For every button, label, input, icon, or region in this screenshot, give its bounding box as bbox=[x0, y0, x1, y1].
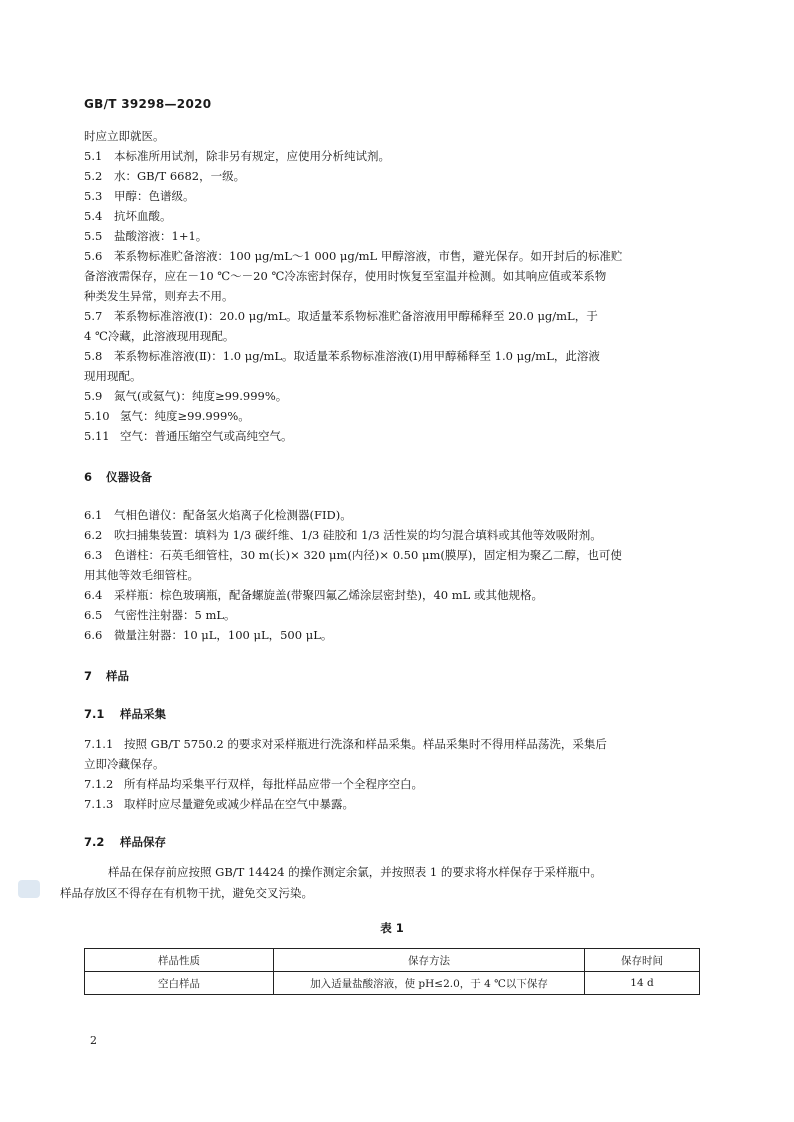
item-line bbox=[84, 774, 700, 794]
item-text: 苯系物标准贮备溶液：100 μg/mL～1 000 μg/mL 甲醇溶液，市售，避光保存。如开封后的标准贮 bbox=[114, 249, 623, 263]
watermark-logo bbox=[18, 880, 40, 898]
item-number: 5.3 bbox=[84, 189, 103, 203]
table-cell: 加入适量盐酸溶液，使 pH≤2.0，于 4 ℃以下保存 bbox=[274, 972, 585, 995]
list-item bbox=[84, 346, 700, 386]
item-line bbox=[84, 505, 700, 525]
standard-code-header: GB/T 39298—2020 bbox=[84, 97, 212, 111]
intro-line: 时应立即就医。 bbox=[84, 129, 165, 143]
item-text: 按照 GB/T 5750.2 的要求对采样瓶进行洗涤和样品采集。样品采集时不得用样品荡洗，采集后 bbox=[124, 737, 607, 751]
list-item bbox=[84, 206, 700, 226]
item-line bbox=[84, 306, 700, 326]
item-line bbox=[84, 585, 700, 605]
list-item bbox=[84, 386, 700, 406]
page-number: 2 bbox=[90, 1034, 97, 1047]
list-item bbox=[84, 734, 700, 774]
table-row bbox=[85, 972, 700, 995]
item-line bbox=[84, 525, 700, 545]
page-content bbox=[60, 126, 700, 995]
item-line bbox=[84, 426, 700, 446]
list-item bbox=[84, 585, 700, 605]
item-text: 取样时应尽量避免或减少样品在空气中暴露。 bbox=[124, 797, 354, 811]
list-item bbox=[84, 525, 700, 545]
item-line bbox=[84, 386, 700, 406]
item-number: 5.2 bbox=[84, 169, 103, 183]
item-line bbox=[84, 406, 700, 426]
list-item bbox=[84, 545, 700, 585]
item-number: 7.1.3 bbox=[84, 797, 114, 811]
section-7-1-list bbox=[84, 734, 700, 814]
item-number: 7.1.1 bbox=[84, 737, 114, 751]
item-line bbox=[84, 565, 700, 585]
item-number: 5.7 bbox=[84, 309, 103, 323]
item-number: 6.3 bbox=[84, 548, 103, 562]
item-line bbox=[84, 146, 700, 166]
item-text: 本标准所用试剂，除非另有规定，应使用分析纯试剂。 bbox=[114, 149, 390, 163]
table-cell: 14 d bbox=[585, 972, 700, 995]
item-text: 所有样品均采集平行双样，每批样品应带一个全程序空白。 bbox=[124, 777, 423, 791]
item-line bbox=[84, 734, 700, 754]
item-text: 氮气(或氦气)：纯度≥99.999%。 bbox=[114, 389, 288, 403]
item-number: 7.1.2 bbox=[84, 777, 114, 791]
section-7-heading: 7 样品 bbox=[84, 669, 129, 683]
item-text: 吹扫捕集装置：填料为 1/3 碳纤维、1/3 硅胶和 1/3 活性炭的均匀混合填料或其他等效吸附剂。 bbox=[114, 528, 602, 542]
section-7-2-paragraph: 样品在保存前应按照 GB/T 14424 的操作测定余氯，并按照表 1 的要求将水样保存于采样瓶中。 样品存放区不得存在有机物干扰，避免交叉污染。 bbox=[60, 865, 602, 900]
list-item bbox=[84, 774, 700, 794]
list-item bbox=[84, 625, 700, 645]
item-text: 种类发生异常，则弃去不用。 bbox=[84, 289, 234, 303]
item-text: 苯系物标准溶液(Ⅱ)：1.0 μg/mL。取适量苯系物标准溶液(Ⅰ)用甲醇稀释至 1.0 μg/mL，此溶液 bbox=[114, 349, 600, 363]
table-header-cell: 保存时间 bbox=[585, 949, 700, 972]
item-text: 抗坏血酸。 bbox=[114, 209, 172, 223]
item-line bbox=[84, 326, 700, 346]
item-text: 现用现配。 bbox=[84, 369, 142, 383]
item-line bbox=[84, 246, 700, 266]
list-item bbox=[84, 426, 700, 446]
item-text: 微量注射器：10 μL，100 μL，500 μL。 bbox=[114, 628, 333, 642]
list-item bbox=[84, 605, 700, 625]
table-header-cell: 保存方法 bbox=[274, 949, 585, 972]
item-text: 水：GB/T 6682，一级。 bbox=[114, 169, 246, 183]
item-number: 5.1 bbox=[84, 149, 103, 163]
item-number: 5.10 bbox=[84, 409, 110, 423]
item-text: 空气：普通压缩空气或高纯空气。 bbox=[120, 429, 293, 443]
item-text: 采样瓶：棕色玻璃瓶，配备螺旋盖(带聚四氟乙烯涂层密封垫)，40 mL 或其他规格。 bbox=[114, 588, 543, 602]
list-item bbox=[84, 794, 700, 814]
item-number: 5.5 bbox=[84, 229, 103, 243]
storage-table bbox=[84, 948, 700, 995]
list-item bbox=[84, 246, 700, 306]
section-7-1-heading: 7.1 样品采集 bbox=[84, 707, 166, 721]
item-line bbox=[84, 166, 700, 186]
table-title: 表 1 bbox=[380, 921, 404, 935]
section-6-heading: 6 仪器设备 bbox=[84, 470, 152, 484]
item-number: 6.4 bbox=[84, 588, 103, 602]
item-number: 6.6 bbox=[84, 628, 103, 642]
item-number: 6.2 bbox=[84, 528, 103, 542]
table-header-cell: 样品性质 bbox=[85, 949, 274, 972]
list-item bbox=[84, 166, 700, 186]
item-number: 5.11 bbox=[84, 429, 110, 443]
list-item bbox=[84, 226, 700, 246]
item-line bbox=[84, 605, 700, 625]
item-line bbox=[84, 226, 700, 246]
section-5-list bbox=[84, 146, 700, 446]
item-line bbox=[84, 545, 700, 565]
item-line bbox=[84, 346, 700, 366]
item-text: 盐酸溶液：1+1。 bbox=[114, 229, 208, 243]
section-7-2-heading: 7.2 样品保存 bbox=[84, 835, 166, 849]
item-line bbox=[84, 366, 700, 386]
item-text: 气密性注射器：5 mL。 bbox=[114, 608, 236, 622]
item-number: 5.8 bbox=[84, 349, 103, 363]
item-text: 氢气：纯度≥99.999%。 bbox=[120, 409, 250, 423]
item-line bbox=[84, 186, 700, 206]
table-header-row bbox=[85, 949, 700, 972]
list-item bbox=[84, 306, 700, 346]
item-text: 4 ℃冷藏，此溶液现用现配。 bbox=[84, 329, 235, 343]
section-6-list bbox=[84, 505, 700, 645]
list-item bbox=[84, 406, 700, 426]
item-number: 5.4 bbox=[84, 209, 103, 223]
item-text: 立即冷藏保存。 bbox=[84, 757, 165, 771]
item-text: 苯系物标准溶液(Ⅰ)：20.0 μg/mL。取适量苯系物标准贮备溶液用甲醇稀释至 20.0 μg/mL，于 bbox=[114, 309, 598, 323]
item-text: 气相色谱仪：配备氢火焰离子化检测器(FID)。 bbox=[114, 508, 352, 522]
item-line bbox=[84, 286, 700, 306]
item-number: 6.1 bbox=[84, 508, 103, 522]
item-number: 5.6 bbox=[84, 249, 103, 263]
item-text: 色谱柱：石英毛细管柱，30 m(长)× 320 μm(内径)× 0.50 μm(膜厚)，固定相为聚乙二醇，也可使 bbox=[114, 548, 622, 562]
item-number: 5.9 bbox=[84, 389, 103, 403]
item-text: 备溶液需保存，应在－10 ℃～－20 ℃冷冻密封保存，使用时恢复至室温并检测。如其响应值或苯系物 bbox=[84, 269, 607, 283]
list-item bbox=[84, 146, 700, 166]
item-text: 用其他等效毛细管柱。 bbox=[84, 568, 199, 582]
item-line bbox=[84, 754, 700, 774]
item-number: 6.5 bbox=[84, 608, 103, 622]
item-line bbox=[84, 625, 700, 645]
item-line bbox=[84, 266, 700, 286]
list-item bbox=[84, 186, 700, 206]
item-line bbox=[84, 206, 700, 226]
list-item bbox=[84, 505, 700, 525]
item-text: 甲醇：色谱级。 bbox=[114, 189, 195, 203]
table-cell: 空白样品 bbox=[85, 972, 274, 995]
item-line bbox=[84, 794, 700, 814]
